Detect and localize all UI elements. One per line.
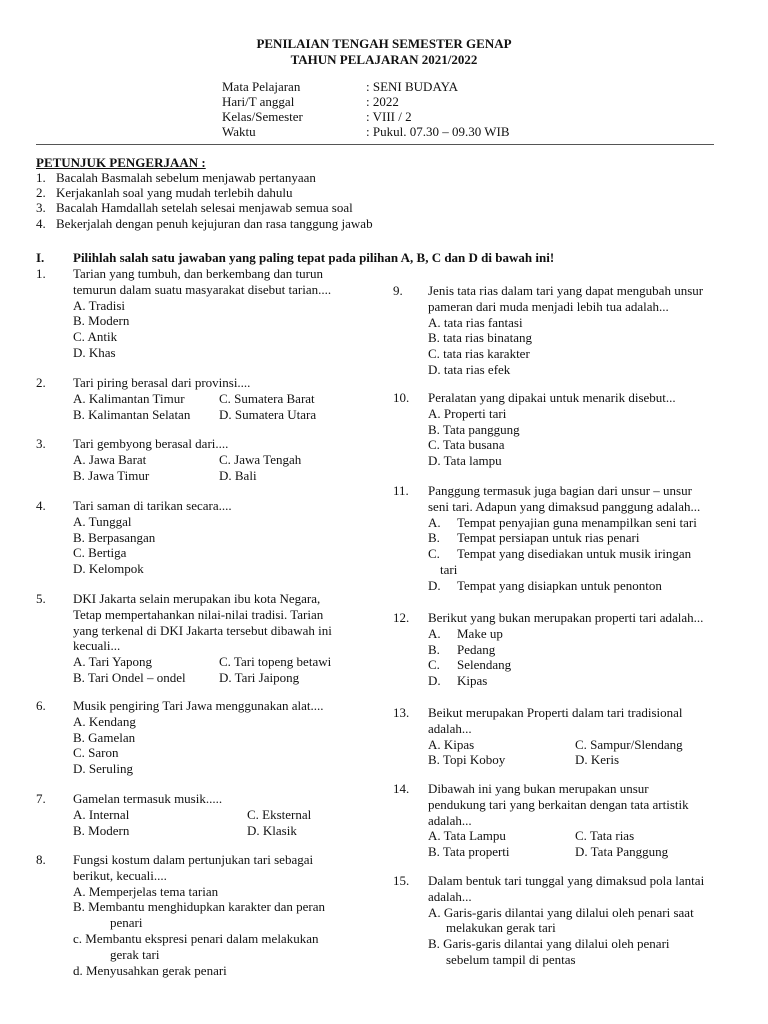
answer-option[interactable]: A. Tata Lampu <box>428 828 506 844</box>
question-text: adalah... <box>428 812 472 828</box>
question-number: 2. <box>36 375 46 390</box>
answer-option[interactable]: C. Bertiga <box>73 545 127 561</box>
answer-option[interactable]: A. Internal <box>73 806 130 822</box>
question-number: 6. <box>36 698 46 713</box>
answer-option[interactable]: C. Sampur/Slendang <box>575 736 683 752</box>
option-text: Selendang <box>457 657 512 673</box>
answer-option[interactable]: B. Garis-garis dilantai yang dilalui oleh penari <box>428 936 670 952</box>
option-letter: A. <box>428 514 441 530</box>
option-text: Tempat yang disiapkan untuk penonton <box>457 577 662 593</box>
question-number: 15. <box>393 873 410 888</box>
question-text: Tarian yang tumbuh, dan berkembang dan turun <box>73 266 323 281</box>
question-text: Dalam bentuk tari tunggal yang dimaksud pola lantai <box>428 873 705 888</box>
answer-option[interactable] <box>428 642 703 658</box>
answer-option[interactable]: C. Sumatera Barat <box>219 390 315 406</box>
question-text: Peralatan yang dipakai untuk menarik disebut... <box>428 390 676 405</box>
question-text: seni tari. Adapun yang dimaksud panggung adalah... <box>428 498 701 514</box>
answer-option[interactable]: B. Tari Ondel – ondel <box>73 669 186 685</box>
answer-option[interactable]: D. Klasik <box>247 822 297 838</box>
info-label-date: Hari/T anggal <box>222 94 295 109</box>
question-text: Jenis tata rias dalam tari yang dapat mengubah unsur <box>428 283 704 298</box>
answer-option[interactable]: A. Memperjelas tema tarian <box>73 883 219 899</box>
answer-option[interactable]: B. Berpasangan <box>73 529 156 545</box>
answer-option-continuation: sebelum tampil di pentas <box>446 951 576 967</box>
question-text: yang terkenal di DKI Jakarta tersebut dibawah ini <box>73 622 332 638</box>
answer-option[interactable]: C. Saron <box>73 745 119 761</box>
answer-option[interactable]: D. Tata lampu <box>428 453 502 469</box>
answer-option[interactable]: A. Garis-garis dilantai yang dilalui oleh penari saat <box>428 904 694 920</box>
answer-option[interactable]: D. tata rias efek <box>428 361 511 377</box>
option-text: Tempat persiapan untuk rias penari <box>457 530 640 546</box>
question-text: Beikut merupakan Properti dalam tari tradisional <box>428 705 683 720</box>
question-number: 12. <box>393 610 410 625</box>
option-text: Tempat penyajian guna menampilkan seni tari <box>457 514 697 530</box>
instruction-text: Kerjakanlah soal yang mudah terlebih dahulu <box>56 185 293 200</box>
answer-option[interactable]: B. Modern <box>73 822 130 838</box>
answer-option[interactable]: B. Modern <box>73 313 130 329</box>
section-number: I. <box>36 250 45 265</box>
instruction-number: 3. <box>36 200 46 215</box>
answer-option[interactable]: D. Keris <box>575 752 620 768</box>
instructions-heading: PETUNJUK PENGERJAAN : <box>36 155 206 170</box>
answer-option[interactable]: D. Kelompok <box>73 561 144 577</box>
answer-option[interactable]: B. Jawa Timur <box>73 467 150 483</box>
answer-option[interactable]: D. Khas <box>73 344 116 360</box>
option-letter: D. <box>428 577 441 593</box>
question-number: 11. <box>393 483 409 498</box>
question-text: Fungsi kostum dalam pertunjukan tari sebagai <box>73 852 314 867</box>
question-number: 13. <box>393 705 410 720</box>
option-text: Tempat yang disediakan untuk musik iringan <box>457 546 692 562</box>
answer-option[interactable]: B. Membantu menghidupkan karakter dan peran <box>73 899 325 915</box>
answer-option-continuation: melakukan gerak tari <box>446 920 556 936</box>
answer-option[interactable] <box>428 657 703 673</box>
question-number: 3. <box>36 436 46 451</box>
answer-option[interactable]: A. Kalimantan Timur <box>73 390 185 406</box>
instruction-text: Bacalah Basmalah sebelum menjawab pertanyaan <box>56 170 316 185</box>
answer-option[interactable]: A. Kendang <box>73 713 136 729</box>
option-letter: B. <box>428 641 440 657</box>
option-letter: C. <box>428 657 440 673</box>
question-number: 5. <box>36 591 46 606</box>
question-text: DKI Jakarta selain merupakan ibu kota Negara, <box>73 591 321 606</box>
answer-option[interactable]: D. Tari Jaipong <box>219 669 300 685</box>
question-text: Tari gembyong berasal dari.... <box>73 436 229 451</box>
info-label-class: Kelas/Semester <box>222 109 303 124</box>
answer-option[interactable]: B. Gamelan <box>73 729 136 745</box>
answer-option[interactable]: D. Sumatera Utara <box>219 406 317 422</box>
question-number: 4. <box>36 498 46 513</box>
option-letter: C. <box>428 546 440 562</box>
info-label-time: Waktu <box>222 124 256 139</box>
question-text: Tari saman di tarikan secara.... <box>73 498 232 513</box>
answer-option[interactable]: A. Tari Yapong <box>73 654 153 670</box>
question-text: berikut, kecuali.... <box>73 867 167 883</box>
option-letter: A. <box>428 625 441 641</box>
option-text: Make up <box>457 625 503 641</box>
answer-option[interactable] <box>428 626 703 642</box>
answer-option[interactable]: D. Seruling <box>73 761 133 777</box>
option-text: Kipas <box>457 673 488 689</box>
section-instruction: Pilihlah salah satu jawaban yang paling tepat pada pilihan A, B, C dan D di bawah ini! <box>73 250 555 265</box>
option-letter: D. <box>428 673 441 689</box>
answer-option[interactable]: A. Jawa Barat <box>73 451 147 467</box>
question-text: Gamelan termasuk musik..... <box>73 791 223 806</box>
answer-option-continuation: penari <box>110 915 143 931</box>
page-subtitle: TAHUN PELAJARAN 2021/2022 <box>290 52 478 67</box>
answer-option[interactable]: C. tata rias karakter <box>428 346 530 362</box>
question-text: Tari piring berasal dari provinsi.... <box>73 375 251 390</box>
answer-option[interactable] <box>428 546 700 562</box>
question-text: pendukung tari yang berkaitan dengan tata artistik <box>428 796 689 812</box>
answer-option[interactable]: B. Tata properti <box>428 844 510 860</box>
answer-option[interactable]: C. Tata rias <box>575 828 635 844</box>
question-number: 8. <box>36 852 46 867</box>
question-number: 9. <box>393 283 403 298</box>
question-text: adalah... <box>428 720 472 736</box>
question-text: kecuali... <box>73 638 121 654</box>
answer-option[interactable]: C. Tari topeng betawi <box>219 654 332 670</box>
answer-option[interactable] <box>428 578 700 594</box>
answer-option[interactable] <box>428 673 703 689</box>
instruction-text: Bacalah Hamdallah setelah selesai menjawab semua soal <box>56 200 353 215</box>
answer-option[interactable] <box>428 515 700 531</box>
answer-option[interactable]: B. Topi Koboy <box>428 752 506 768</box>
instruction-text: Bekerjalah dengan penuh kejujuran dan rasa tanggung jawab <box>56 216 373 231</box>
option-text: Pedang <box>457 641 496 657</box>
question-text: Musik pengiring Tari Jawa menggunakan alat.... <box>73 698 324 713</box>
question-text: Berikut yang bukan merupakan properti tari adalah... <box>428 610 704 625</box>
question-text: adalah... <box>428 888 472 904</box>
answer-option[interactable]: C. Tata busana <box>428 437 505 453</box>
info-value-subject: : SENI BUDAYA <box>366 79 458 94</box>
question-text: Panggung termasuk juga bagian dari unsur – unsur <box>428 483 692 498</box>
answer-option[interactable]: A. Tunggal <box>73 513 132 529</box>
info-value-time: : Pukul. 07.30 – 09.30 WIB <box>366 124 510 139</box>
instruction-number: 2. <box>36 185 46 200</box>
answer-option[interactable]: A. tata rias fantasi <box>428 314 523 330</box>
option-letter: B. <box>428 530 440 546</box>
answer-option[interactable]: d. Menyusahkan gerak penari <box>73 962 227 978</box>
question-text: pameran dari muda menjadi lebih tua adalah... <box>428 298 669 314</box>
page-title: PENILAIAN TENGAH SEMESTER GENAP <box>256 36 512 51</box>
answer-option[interactable]: A. Properti tari <box>428 405 507 421</box>
header-divider <box>36 144 714 145</box>
answer-option[interactable]: A. Kipas <box>428 736 475 752</box>
info-value-date: : 2022 <box>366 94 399 109</box>
question-text: Dibawah ini yang bukan merupakan unsur <box>428 781 649 796</box>
answer-option[interactable] <box>428 530 700 546</box>
question-number: 10. <box>393 390 410 405</box>
question-number: 14. <box>393 781 410 796</box>
answer-option[interactable]: D. Bali <box>219 467 257 483</box>
info-label-subject: Mata Pelajaran <box>222 79 301 94</box>
answer-option-continuation: tari <box>440 561 458 577</box>
answer-option[interactable]: A. Tradisi <box>73 297 126 313</box>
answer-option[interactable]: B. Kalimantan Selatan <box>73 406 191 422</box>
answer-option[interactable]: B. tata rias binatang <box>428 330 532 346</box>
answer-option-continuation: gerak tari <box>110 946 160 962</box>
answer-option[interactable]: C. Antik <box>73 329 118 345</box>
instruction-number: 4. <box>36 216 46 231</box>
question-number: 1. <box>36 266 46 281</box>
info-value-class: : VIII / 2 <box>366 109 412 124</box>
answer-option[interactable]: B. Tata panggung <box>428 421 520 437</box>
answer-option[interactable]: D. Tata Panggung <box>575 844 669 860</box>
answer-option[interactable]: C. Eksternal <box>247 806 312 822</box>
instruction-number: 1. <box>36 170 46 185</box>
answer-option[interactable]: C. Jawa Tengah <box>219 451 302 467</box>
question-text: temurun dalam suatu masyarakat disebut tarian.... <box>73 281 332 297</box>
answer-option[interactable]: c. Membantu ekspresi penari dalam melakukan <box>73 930 319 946</box>
question-number: 7. <box>36 791 46 806</box>
question-text: Tetap mempertahankan nilai-nilai tradisi. Tarian <box>73 606 324 622</box>
